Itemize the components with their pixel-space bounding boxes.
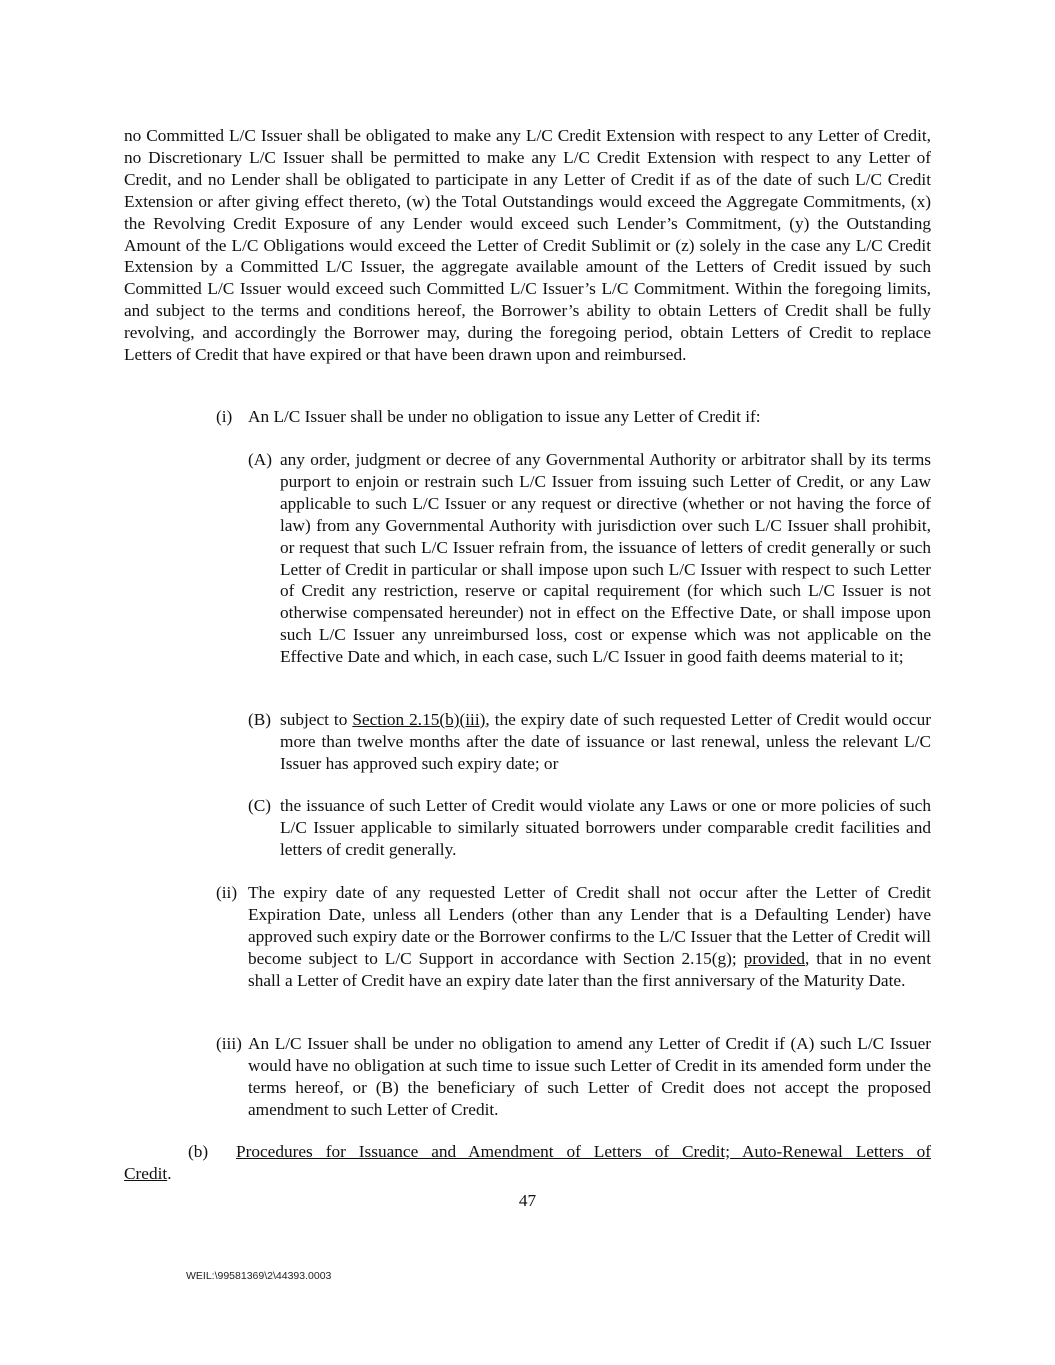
clause-B-text [280,709,931,775]
intro-paragraph: no Committed L/C Issuer shall be obligated to make any L/C Credit Extension with respect to any Letter of Credit, no Discretionary L/C Issuer shall be permitted to make any L/C Credit Extension with respect to any Letter of Credit, and no Lender shall be obligated to participate in any Letter of Credit if as of the date of such L/C Credit Extension or after giving effect thereto, (w) the Total Outstandings would exceed the Aggregate Commitments, (x) the Revolving Credit Exposure of any Lender would exceed such Lender’s Commitment, (y) the Outstanding Amount of the L/C Obligations would exceed the Letter of Credit Sublimit or (z) solely in the case any L/C Credit Extension by a Committed L/C Issuer, the aggregate available amount of the Letters of Credit issued by such Committed L/C Issuer would exceed such Committed L/C Issuer’s L/C Commitment. Within the foregoing limits, and subject to the terms and conditions hereof, the Borrower’s ability to obtain Letters of Credit shall be fully revolving, and accordingly the Borrower may, during the foregoing period, obtain Letters of Credit to replace Letters of Credit that have expired or that have been drawn upon and reimbursed. [124,126,931,365]
clause-B-pre: subject to [280,710,353,729]
section-b-label: (b) [188,1142,209,1161]
clause-iii-text: An L/C Issuer shall be under no obligation to amend any Letter of Credit if (A) such L/C Issuer would have no obligation at such time to issue such Letter of Credit in its amended form under the terms hereof, or (B) the beneficiary of such Letter of Credit does not accept the proposed amendment to such Letter of Credit. [248,1034,931,1119]
page-number: 47 [518,1191,537,1210]
section-reference-link: Section 2.15(b)(iii) [352,710,486,729]
clause-ii-pre: The expiry date of any requested Letter of Credit shall not occur after the Letter of Credit Expiration Date, unless all Lenders (other than any Lender that is a Defaulting Lender) have approved such expiry date or the Borrower confirms to the L/C Issuer that the Letter of Credit will become subject to L/C Support in accordance with Section 2.15(g); [248,883,931,968]
clause-ii-post: , that in no event shall a Letter of Credit have an expiry date later than the first anniversary of the Maturity Date. [248,948,931,990]
clause-ii-label: (ii) [216,883,238,902]
clause-i-label: (i) [216,407,233,426]
section-b-title-period: . [167,1163,172,1183]
clause-C-text: the issuance of such Letter of Credit would violate any Laws or one or more policies of such L/C Issuer applicable to similarly situated borrowers under comparable credit facilities and letters of credit generally. [280,796,931,859]
section-b-title-line2 [124,1163,172,1185]
clause-A-label: (A) [248,450,272,469]
clause-C-label: (C) [248,796,272,815]
clause-ii-text [248,882,931,992]
clause-iii-label: (iii) [216,1034,242,1053]
clause-i-text: An L/C Issuer shall be under no obligation to issue any Letter of Credit if: [248,407,761,426]
document-id: WEIL:\99581369\2\44393.0003 [186,1270,332,1282]
clause-A-text: any order, judgment or decree of any Governmental Authority or arbitrator shall by its terms purport to enjoin or restrain such L/C Issuer from issuing such Letter of Credit, or any Law applicable to such L/C Issuer or any request or directive (whether or not having the force of law) from any Governmental Authority with jurisdiction over such L/C Issuer shall prohibit, or request that such L/C Issuer refrain from, the issuance of letters of credit generally or such Letter of Credit in particular or shall impose upon such L/C Issuer with respect to such Letter of Credit any restriction, reserve or capital requirement (for which such L/C Issuer is not otherwise compensated hereunder) not in effect on the Effective Date, or shall impose upon such L/C Issuer any unreimbursed loss, cost or expense which was not applicable on the Effective Date and which, in each case, such L/C Issuer in good faith deems material to it; [280,450,931,667]
clause-B-label: (B) [248,710,272,729]
provided-term: provided [743,948,806,968]
section-b-title-line1: Procedures for Issuance and Amendment of Letters of Credit; Auto-Renewal Letters of [236,1142,931,1161]
clause-B-post: , the expiry date of such requested Letter of Credit would occur more than twelve months after the date of issuance or last renewal, unless the relevant L/C Issuer has approved such expiry date; or [280,710,931,773]
section-b-title-word: Credit [124,1163,168,1183]
